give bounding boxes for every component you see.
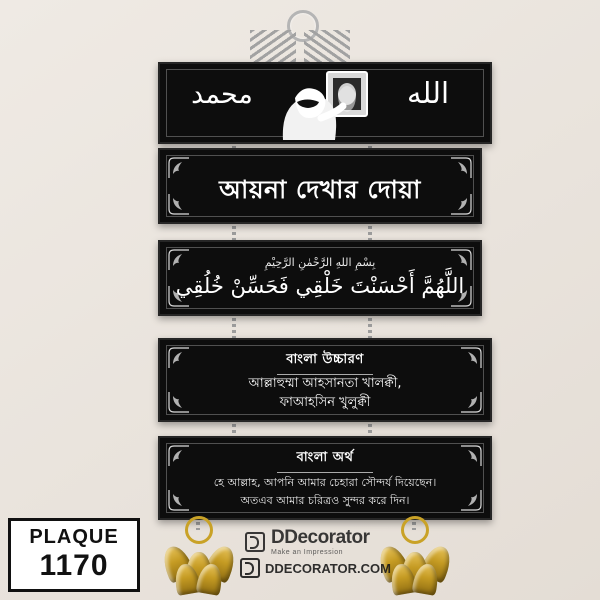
plaque-panel-title <box>158 148 482 224</box>
plaque-panel-meaning <box>158 436 492 520</box>
plaque-panel-pronunciation <box>158 338 492 422</box>
brand-watermark <box>245 527 369 556</box>
calligraphy-muhammad-text: محمد <box>191 79 253 110</box>
hanging-chain <box>232 312 236 340</box>
badge-label: PLAQUE <box>29 526 119 548</box>
calligraphy-muhammad <box>174 80 270 110</box>
bismillah-text: بِسْمِ اللهِ الرَّحْمٰنِ الرَّحِيْمِ <box>264 256 376 269</box>
meaning-heading: বাংলা অর্থ <box>160 448 490 473</box>
ddecorator-logo-icon <box>240 558 260 578</box>
plaque-panel-arabic <box>158 240 482 316</box>
tassel-ring-icon <box>401 516 429 544</box>
brand-name: DDecorator <box>271 527 370 548</box>
ddecorator-logo-icon <box>245 532 265 552</box>
tassel-ring-icon <box>185 516 213 544</box>
gold-bell-tassel-left <box>162 516 236 594</box>
pronunciation-heading: বাংলা উচ্চারণ <box>160 350 490 375</box>
pronunciation-line-1: আল্লাহুম্মা আহসানতা খালক্বী, <box>248 376 402 391</box>
arabic-dua-text: اللَّهُمَّ أَحْسَنْتَ خَلْقِي فَحَسِّنْ خُلُقِي <box>175 274 465 298</box>
hanging-chain <box>368 312 372 340</box>
brand-url-row <box>240 558 391 578</box>
badge-number: 1170 <box>39 549 109 582</box>
mirror-scene-illustration <box>265 68 385 140</box>
product-code-badge <box>8 518 140 592</box>
plaque-panel-calligraphy <box>158 62 492 144</box>
pronunciation-line-2: ফাআহসিন খুলুক্বী <box>279 395 371 410</box>
dua-title-text: আয়না দেখার দোয়া <box>219 175 421 204</box>
calligraphy-allah-text: الله <box>406 76 450 110</box>
brand-tagline: Make an Impression <box>271 549 344 556</box>
brand-url-text: DDECORATOR.COM <box>265 560 391 576</box>
meaning-line-2: অতএব আমার চরিত্রও সুন্দর করে দিন। <box>240 494 410 507</box>
calligraphy-allah <box>380 78 476 110</box>
gold-bell-tassel-right <box>378 516 452 594</box>
meaning-line-1: হে আল্লাহ, আপনি আমার চেহারা সৌন্দর্য দিয়েছেন। <box>213 476 437 489</box>
